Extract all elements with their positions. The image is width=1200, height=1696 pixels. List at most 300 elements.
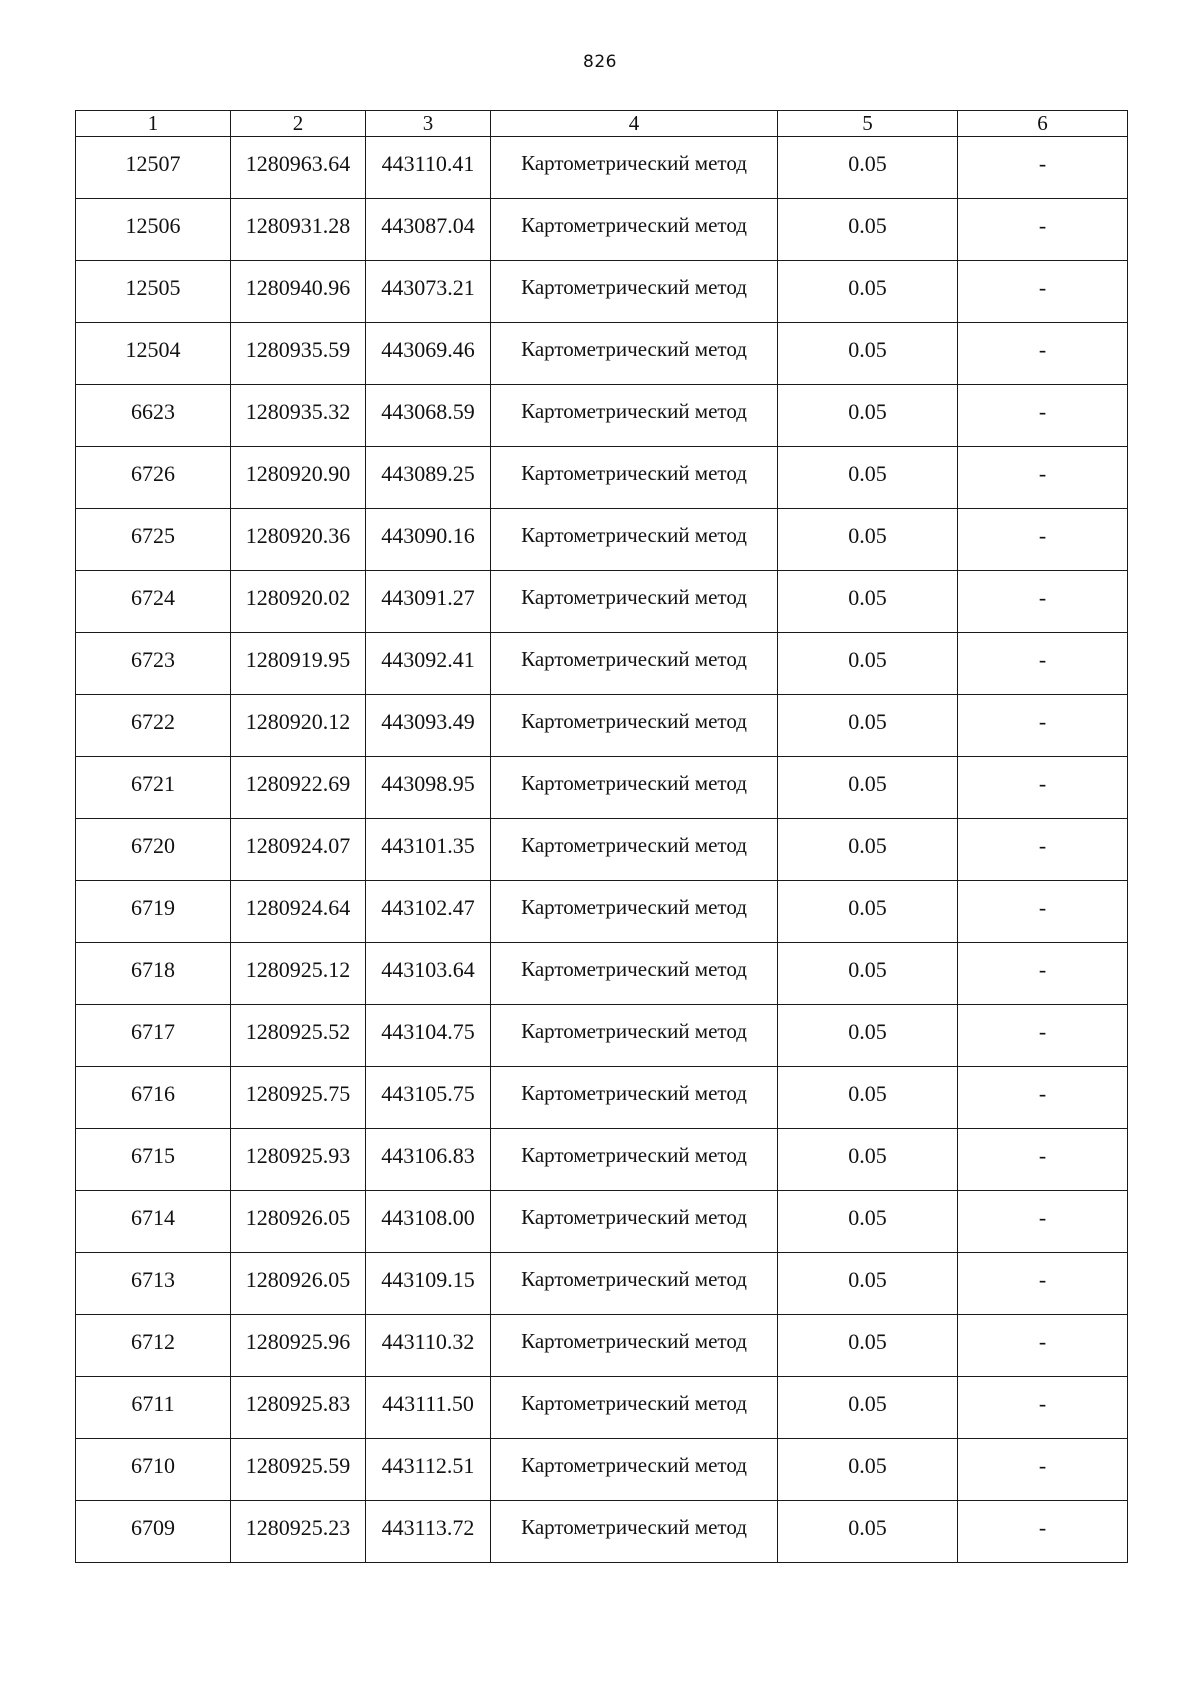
y-coordinate-cell	[366, 1067, 491, 1129]
y-coordinate-cell	[366, 633, 491, 695]
accuracy-cell	[778, 447, 958, 509]
accuracy-cell	[778, 819, 958, 881]
point-number-cell	[76, 261, 231, 323]
accuracy-text: 0.05	[848, 1390, 887, 1416]
accuracy-text: 0.05	[848, 274, 887, 300]
point-number-text: 6724	[131, 584, 175, 610]
accuracy-cell	[778, 1253, 958, 1315]
accuracy-text: 0.05	[848, 1204, 887, 1230]
x-coordinate-cell	[231, 261, 366, 323]
y-coordinate-text: 443109.15	[381, 1266, 475, 1292]
note-text: -	[1038, 1266, 1047, 1292]
table-header-row	[76, 111, 1128, 137]
accuracy-text: 0.05	[848, 1328, 887, 1354]
y-coordinate-text: 443111.50	[382, 1390, 474, 1416]
y-coordinate-cell	[366, 447, 491, 509]
point-number-cell	[76, 1439, 231, 1501]
table-row	[76, 385, 1128, 447]
method-cell	[491, 695, 778, 757]
method-text: Картометрический метод	[521, 1453, 747, 1477]
note-text: -	[1038, 460, 1047, 486]
y-coordinate-text: 443104.75	[381, 1018, 475, 1044]
x-coordinate-cell	[231, 1129, 366, 1191]
accuracy-text: 0.05	[848, 1142, 887, 1168]
x-coordinate-cell	[231, 1439, 366, 1501]
method-cell	[491, 1501, 778, 1563]
point-number-text: 6726	[131, 460, 175, 486]
x-coordinate-text: 1280925.52	[245, 1018, 351, 1044]
y-coordinate-text: 443090.16	[381, 522, 475, 548]
accuracy-text: 0.05	[848, 894, 887, 920]
method-text: Картометрический метод	[521, 1515, 747, 1539]
x-coordinate-cell	[231, 323, 366, 385]
y-coordinate-cell	[366, 1439, 491, 1501]
method-text: Картометрический метод	[521, 275, 747, 299]
point-number-text: 6718	[131, 956, 175, 982]
method-text: Картометрический метод	[521, 1143, 747, 1167]
accuracy-text: 0.05	[848, 522, 887, 548]
y-coordinate-cell	[366, 757, 491, 819]
accuracy-cell	[778, 323, 958, 385]
y-coordinate-cell	[366, 881, 491, 943]
method-cell	[491, 323, 778, 385]
method-cell	[491, 1129, 778, 1191]
accuracy-text: 0.05	[848, 708, 887, 734]
method-text: Картометрический метод	[521, 461, 747, 485]
method-cell	[491, 1253, 778, 1315]
x-coordinate-cell	[231, 1253, 366, 1315]
y-coordinate-text: 443102.47	[381, 894, 475, 920]
x-coordinate-cell	[231, 881, 366, 943]
point-number-cell	[76, 943, 231, 1005]
x-coordinate-cell	[231, 1377, 366, 1439]
point-number-cell	[76, 1253, 231, 1315]
y-coordinate-text: 443091.27	[381, 584, 475, 610]
x-coordinate-text: 1280935.59	[245, 336, 351, 362]
y-coordinate-cell	[366, 1191, 491, 1253]
y-coordinate-text: 443092.41	[381, 646, 475, 672]
point-number-cell	[76, 1377, 231, 1439]
x-coordinate-text: 1280920.36	[245, 522, 351, 548]
table-row	[76, 1005, 1128, 1067]
x-coordinate-cell	[231, 1067, 366, 1129]
method-cell	[491, 881, 778, 943]
x-coordinate-text: 1280926.05	[245, 1266, 351, 1292]
x-coordinate-text: 1280931.28	[245, 212, 351, 238]
accuracy-cell	[778, 1129, 958, 1191]
table-row	[76, 323, 1128, 385]
note-cell	[958, 819, 1128, 881]
accuracy-cell	[778, 385, 958, 447]
method-text: Картометрический метод	[521, 957, 747, 981]
point-number-text: 12504	[125, 336, 181, 362]
note-cell	[958, 1129, 1128, 1191]
method-text: Картометрический метод	[521, 771, 747, 795]
method-cell	[491, 1191, 778, 1253]
point-number-cell	[76, 509, 231, 571]
method-cell	[491, 1315, 778, 1377]
table-row	[76, 1315, 1128, 1377]
method-cell	[491, 385, 778, 447]
accuracy-cell	[778, 1191, 958, 1253]
note-text: -	[1038, 522, 1047, 548]
note-cell	[958, 261, 1128, 323]
table-row	[76, 1501, 1128, 1563]
point-number-cell	[76, 881, 231, 943]
accuracy-cell	[778, 1439, 958, 1501]
method-cell	[491, 1005, 778, 1067]
note-text: -	[1038, 956, 1047, 982]
method-text: Картометрический метод	[521, 709, 747, 733]
table-row	[76, 261, 1128, 323]
note-text: -	[1038, 894, 1047, 920]
point-number-text: 6720	[131, 832, 175, 858]
point-number-text: 6623	[131, 398, 175, 424]
note-cell	[958, 1377, 1128, 1439]
note-text: -	[1038, 1018, 1047, 1044]
point-number-cell	[76, 1191, 231, 1253]
column-header: 3	[366, 111, 491, 137]
x-coordinate-cell	[231, 819, 366, 881]
point-number-cell	[76, 385, 231, 447]
accuracy-text: 0.05	[848, 1452, 887, 1478]
point-number-cell	[76, 1315, 231, 1377]
y-coordinate-text: 443113.72	[381, 1514, 475, 1540]
accuracy-text: 0.05	[848, 646, 887, 672]
note-cell	[958, 385, 1128, 447]
method-cell	[491, 447, 778, 509]
x-coordinate-text: 1280919.95	[245, 646, 351, 672]
x-coordinate-cell	[231, 1005, 366, 1067]
accuracy-cell	[778, 509, 958, 571]
y-coordinate-text: 443110.41	[381, 150, 475, 176]
note-text: -	[1038, 1390, 1047, 1416]
point-number-text: 6716	[131, 1080, 175, 1106]
point-number-text: 6715	[131, 1142, 175, 1168]
note-cell	[958, 1501, 1128, 1563]
table-row	[76, 1253, 1128, 1315]
accuracy-cell	[778, 1501, 958, 1563]
point-number-text: 12506	[125, 212, 181, 238]
column-header: 5	[778, 111, 958, 137]
y-coordinate-cell	[366, 1129, 491, 1191]
point-number-text: 6712	[131, 1328, 175, 1354]
y-coordinate-cell	[366, 137, 491, 199]
accuracy-cell	[778, 1067, 958, 1129]
y-coordinate-text: 443108.00	[381, 1204, 475, 1230]
point-number-text: 12507	[125, 150, 181, 176]
method-cell	[491, 757, 778, 819]
accuracy-text: 0.05	[848, 150, 887, 176]
x-coordinate-text: 1280920.12	[245, 708, 351, 734]
x-coordinate-cell	[231, 447, 366, 509]
accuracy-text: 0.05	[848, 1018, 887, 1044]
x-coordinate-text: 1280925.23	[245, 1514, 351, 1540]
accuracy-text: 0.05	[848, 584, 887, 610]
note-cell	[958, 1315, 1128, 1377]
point-number-text: 6714	[131, 1204, 175, 1230]
accuracy-text: 0.05	[848, 1266, 887, 1292]
accuracy-cell	[778, 695, 958, 757]
y-coordinate-cell	[366, 1253, 491, 1315]
note-text: -	[1038, 398, 1047, 424]
method-text: Картометрический метод	[521, 1329, 747, 1353]
table-row	[76, 447, 1128, 509]
method-text: Картометрический метод	[521, 523, 747, 547]
method-cell	[491, 1439, 778, 1501]
y-coordinate-text: 443073.21	[381, 274, 475, 300]
method-text: Картометрический метод	[521, 1391, 747, 1415]
y-coordinate-cell	[366, 819, 491, 881]
table-row	[76, 633, 1128, 695]
accuracy-cell	[778, 571, 958, 633]
x-coordinate-cell	[231, 385, 366, 447]
y-coordinate-cell	[366, 385, 491, 447]
y-coordinate-cell	[366, 261, 491, 323]
note-cell	[958, 1191, 1128, 1253]
point-number-cell	[76, 1067, 231, 1129]
method-cell	[491, 633, 778, 695]
y-coordinate-cell	[366, 1377, 491, 1439]
accuracy-cell	[778, 261, 958, 323]
note-text: -	[1038, 1328, 1047, 1354]
y-coordinate-cell	[366, 1501, 491, 1563]
x-coordinate-cell	[231, 509, 366, 571]
note-text: -	[1038, 708, 1047, 734]
x-coordinate-cell	[231, 1501, 366, 1563]
table-row	[76, 509, 1128, 571]
note-cell	[958, 323, 1128, 385]
x-coordinate-cell	[231, 695, 366, 757]
method-cell	[491, 509, 778, 571]
note-cell	[958, 199, 1128, 261]
accuracy-cell	[778, 881, 958, 943]
method-text: Картометрический метод	[521, 585, 747, 609]
x-coordinate-cell	[231, 571, 366, 633]
y-coordinate-cell	[366, 323, 491, 385]
column-header: 6	[958, 111, 1128, 137]
table-row	[76, 571, 1128, 633]
note-cell	[958, 633, 1128, 695]
point-number-cell	[76, 571, 231, 633]
accuracy-text: 0.05	[848, 460, 887, 486]
table-row	[76, 1191, 1128, 1253]
accuracy-text: 0.05	[848, 212, 887, 238]
point-number-cell	[76, 757, 231, 819]
x-coordinate-text: 1280940.96	[245, 274, 351, 300]
table-row	[76, 943, 1128, 1005]
coordinates-table	[75, 110, 1128, 1563]
column-header: 4	[491, 111, 778, 137]
point-number-text: 6723	[131, 646, 175, 672]
point-number-text: 6713	[131, 1266, 175, 1292]
note-cell	[958, 137, 1128, 199]
method-text: Картометрический метод	[521, 1019, 747, 1043]
x-coordinate-text: 1280920.02	[245, 584, 351, 610]
point-number-text: 6717	[131, 1018, 175, 1044]
note-cell	[958, 509, 1128, 571]
x-coordinate-text: 1280935.32	[245, 398, 351, 424]
y-coordinate-cell	[366, 1005, 491, 1067]
x-coordinate-cell	[231, 757, 366, 819]
point-number-text: 6709	[131, 1514, 175, 1540]
accuracy-cell	[778, 137, 958, 199]
y-coordinate-cell	[366, 509, 491, 571]
accuracy-text: 0.05	[848, 956, 887, 982]
note-cell	[958, 881, 1128, 943]
point-number-text: 6710	[131, 1452, 175, 1478]
note-text: -	[1038, 584, 1047, 610]
point-number-text: 6719	[131, 894, 175, 920]
x-coordinate-text: 1280920.90	[245, 460, 351, 486]
point-number-text: 6725	[131, 522, 175, 548]
note-text: -	[1038, 336, 1047, 362]
accuracy-text: 0.05	[848, 398, 887, 424]
x-coordinate-text: 1280925.12	[245, 956, 351, 982]
x-coordinate-cell	[231, 1315, 366, 1377]
note-cell	[958, 943, 1128, 1005]
table-row	[76, 695, 1128, 757]
y-coordinate-cell	[366, 199, 491, 261]
note-text: -	[1038, 770, 1047, 796]
method-cell	[491, 1377, 778, 1439]
method-cell	[491, 137, 778, 199]
note-text: -	[1038, 1204, 1047, 1230]
method-text: Картометрический метод	[521, 1205, 747, 1229]
accuracy-cell	[778, 199, 958, 261]
x-coordinate-text: 1280963.64	[245, 150, 351, 176]
page-number: 826	[583, 52, 617, 72]
point-number-cell	[76, 819, 231, 881]
note-text: -	[1038, 150, 1047, 176]
point-number-cell	[76, 695, 231, 757]
point-number-text: 6722	[131, 708, 175, 734]
table-row	[76, 881, 1128, 943]
table-row	[76, 1067, 1128, 1129]
y-coordinate-text: 443101.35	[381, 832, 475, 858]
point-number-cell	[76, 323, 231, 385]
point-number-cell	[76, 633, 231, 695]
accuracy-cell	[778, 1377, 958, 1439]
accuracy-cell	[778, 757, 958, 819]
point-number-text: 12505	[125, 274, 181, 300]
method-text: Картометрический метод	[521, 1267, 747, 1291]
note-text: -	[1038, 1080, 1047, 1106]
x-coordinate-text: 1280922.69	[245, 770, 351, 796]
note-cell	[958, 695, 1128, 757]
y-coordinate-text: 443110.32	[381, 1328, 475, 1354]
note-text: -	[1038, 646, 1047, 672]
point-number-cell	[76, 1501, 231, 1563]
table-row	[76, 137, 1128, 199]
method-text: Картометрический метод	[521, 213, 747, 237]
accuracy-cell	[778, 1315, 958, 1377]
x-coordinate-text: 1280925.93	[245, 1142, 351, 1168]
point-number-cell	[76, 1005, 231, 1067]
x-coordinate-cell	[231, 633, 366, 695]
method-cell	[491, 571, 778, 633]
accuracy-text: 0.05	[848, 770, 887, 796]
accuracy-text: 0.05	[848, 832, 887, 858]
note-cell	[958, 1253, 1128, 1315]
note-cell	[958, 1439, 1128, 1501]
x-coordinate-text: 1280925.83	[245, 1390, 351, 1416]
y-coordinate-text: 443105.75	[381, 1080, 475, 1106]
y-coordinate-text: 443103.64	[381, 956, 475, 982]
x-coordinate-text: 1280924.07	[245, 832, 351, 858]
y-coordinate-cell	[366, 943, 491, 1005]
method-text: Картометрический метод	[521, 337, 747, 361]
note-cell	[958, 757, 1128, 819]
x-coordinate-cell	[231, 199, 366, 261]
x-coordinate-cell	[231, 1191, 366, 1253]
x-coordinate-text: 1280925.96	[245, 1328, 351, 1354]
method-cell	[491, 1067, 778, 1129]
note-text: -	[1038, 212, 1047, 238]
note-cell	[958, 447, 1128, 509]
y-coordinate-text: 443068.59	[381, 398, 475, 424]
note-text: -	[1038, 1514, 1047, 1540]
method-cell	[491, 261, 778, 323]
accuracy-text: 0.05	[848, 1514, 887, 1540]
y-coordinate-text: 443069.46	[381, 336, 475, 362]
method-text: Картометрический метод	[521, 151, 747, 175]
column-header: 1	[76, 111, 231, 137]
column-header: 2	[231, 111, 366, 137]
x-coordinate-text: 1280926.05	[245, 1204, 351, 1230]
point-number-cell	[76, 1129, 231, 1191]
table-row	[76, 199, 1128, 261]
point-number-text: 6721	[131, 770, 175, 796]
point-number-cell	[76, 137, 231, 199]
table-row	[76, 757, 1128, 819]
y-coordinate-text: 443089.25	[381, 460, 475, 486]
y-coordinate-cell	[366, 695, 491, 757]
note-text: -	[1038, 274, 1047, 300]
x-coordinate-text: 1280924.64	[245, 894, 351, 920]
accuracy-cell	[778, 633, 958, 695]
table-row	[76, 819, 1128, 881]
table-row	[76, 1129, 1128, 1191]
x-coordinate-text: 1280925.75	[245, 1080, 351, 1106]
table-row	[76, 1439, 1128, 1501]
y-coordinate-text: 443106.83	[381, 1142, 475, 1168]
method-text: Картометрический метод	[521, 399, 747, 423]
note-cell	[958, 1067, 1128, 1129]
accuracy-cell	[778, 1005, 958, 1067]
note-text: -	[1038, 1452, 1047, 1478]
x-coordinate-cell	[231, 137, 366, 199]
method-text: Картометрический метод	[521, 895, 747, 919]
accuracy-text: 0.05	[848, 1080, 887, 1106]
note-text: -	[1038, 832, 1047, 858]
method-cell	[491, 819, 778, 881]
accuracy-text: 0.05	[848, 336, 887, 362]
note-cell	[958, 571, 1128, 633]
x-coordinate-text: 1280925.59	[245, 1452, 351, 1478]
point-number-cell	[76, 199, 231, 261]
note-cell	[958, 1005, 1128, 1067]
table-row	[76, 1377, 1128, 1439]
x-coordinate-cell	[231, 943, 366, 1005]
method-text: Картометрический метод	[521, 1081, 747, 1105]
method-text: Картометрический метод	[521, 833, 747, 857]
point-number-cell	[76, 447, 231, 509]
y-coordinate-text: 443087.04	[381, 212, 475, 238]
point-number-text: 6711	[131, 1390, 175, 1416]
y-coordinate-text: 443112.51	[381, 1452, 475, 1478]
y-coordinate-cell	[366, 571, 491, 633]
